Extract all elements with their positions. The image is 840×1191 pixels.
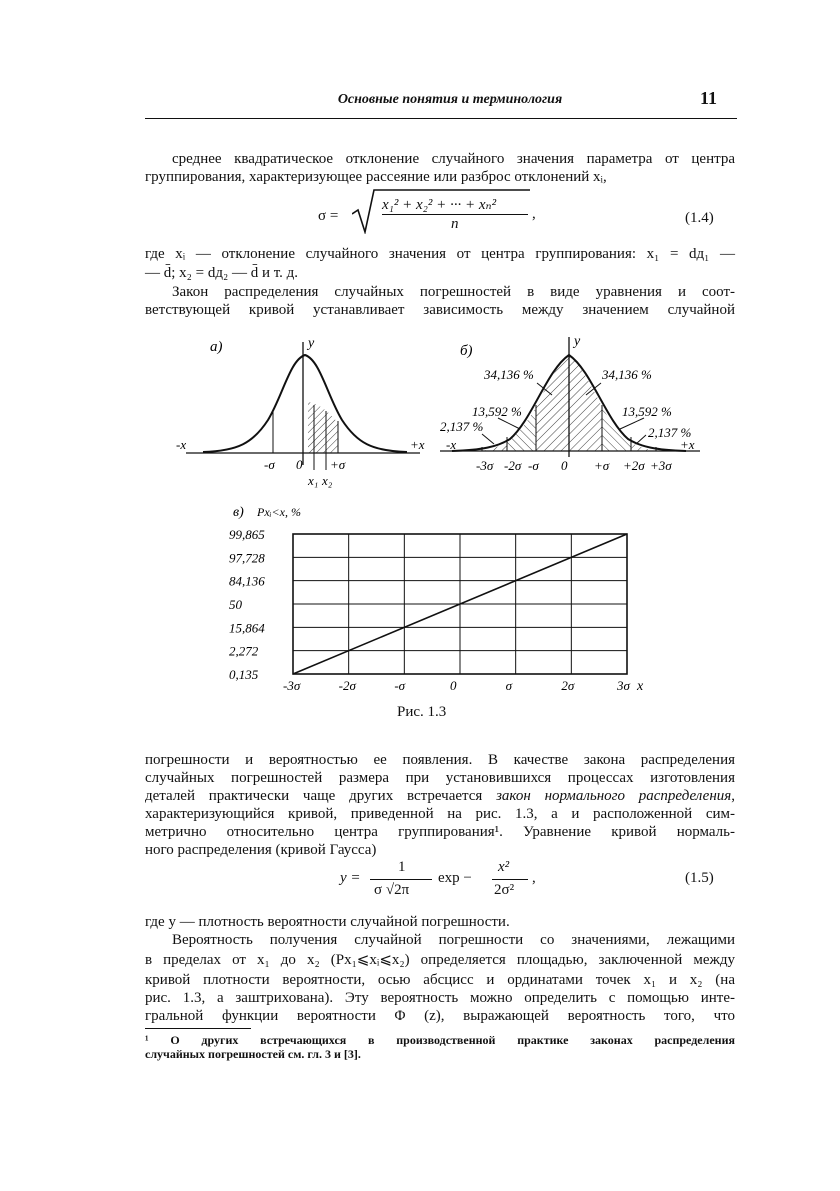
pct-tail-left: 2,137 %	[440, 419, 484, 434]
panel-b-tick-label: 0	[561, 458, 568, 473]
density-curve	[203, 355, 407, 452]
panel-c-x-tick: -2σ	[338, 678, 356, 693]
normal-law-term: закон нормального распределения	[496, 788, 732, 804]
panel-b-plus-x: +x	[680, 437, 695, 452]
law-line-1: Закон распределения случайных погрешностей в виде уравнения и соот-	[172, 284, 735, 300]
figure-panel-b	[432, 325, 712, 485]
panel-c-x-tick: -3σ	[283, 678, 301, 693]
figure-panel-a	[168, 325, 438, 490]
normal-line-6: ного распределения (кривой Гаусса)	[145, 842, 377, 858]
label-x2: x₂	[322, 473, 333, 488]
running-header-title: Основные понятия и терминология	[337, 92, 563, 107]
normal-line-3-comma: ,	[731, 788, 736, 804]
prob-line-3: кривой плотности вероятности, осью абсцисс и ординатами точек x₁ и x₂ (на	[145, 972, 735, 988]
figure-panel-c	[225, 500, 665, 696]
pct-tail-right: 2,137 %	[648, 425, 692, 440]
intro-line-2: группирования, характеризующее рассеяние или разброс отклонений xᵢ,	[145, 169, 607, 185]
formula-1-4-denominator: n	[451, 216, 459, 232]
formula-1-5-frac2-num: x²	[498, 859, 510, 875]
tick-plus-sigma: +σ	[330, 457, 346, 472]
tick-minus-sigma: -σ	[264, 457, 275, 472]
fraction-bar	[370, 879, 432, 880]
normal-line-2: случайных погрешностей размера при установившихся процессах изготовления	[145, 770, 735, 786]
footnote-line-1: ¹ О других встречающихся в производственной практике законах распределения	[145, 1033, 735, 1047]
panel-a-letter: а)	[210, 339, 223, 355]
panel-c-x-axis: x	[637, 679, 644, 694]
normal-line-3	[145, 787, 735, 806]
panel-c-x-tick: 2σ	[561, 678, 575, 693]
panel-c-x-tick: 3σ	[617, 678, 630, 693]
leader-tail-right	[636, 435, 646, 444]
where-y: где y — плотность вероятности случайной погрешности.	[145, 914, 510, 930]
prob-line-4: рис. 1.3, а заштрихована). Эту вероятность можно определить с помощью инте-	[145, 990, 735, 1006]
figure-caption: Рис. 1.3	[397, 704, 447, 720]
panel-b-minus-x: -x	[446, 437, 457, 452]
panel-c-y-tick: 15,864	[229, 620, 265, 636]
panel-b-tick-label: -2σ	[504, 458, 522, 473]
formula-1-5-frac2-den: 2σ²	[494, 882, 515, 898]
intro-line-1: среднее квадратическое отклонение случайного значения параметра от центра	[172, 151, 735, 167]
equation-number-1-4: (1.4)	[685, 210, 714, 226]
formula-1-4-lhs: σ =	[318, 208, 339, 224]
panel-c-y-tick: 0,135	[229, 667, 259, 682]
panel-c-y-tick: 2,272	[229, 643, 259, 659]
where-xi-line-2: — d̄; x₂ = dд₂ — d̄ и т. д.	[145, 265, 299, 281]
fraction-bar	[382, 214, 528, 215]
footnote-rule	[145, 1028, 251, 1029]
panel-c-y-tick: 97,728	[229, 550, 265, 566]
fraction-bar	[492, 879, 528, 880]
panel-b-tick-label: -σ	[528, 458, 539, 473]
formula-1-5-lhs: y =	[340, 870, 361, 886]
formula-1-4-numerator: x₁² + x₂² + ··· + xₙ²	[382, 197, 497, 213]
where-xi-line-1: где xᵢ — отклонение случайного значения от центра группирования: x₁ = dд₁ —	[145, 246, 735, 262]
formula-comma: ,	[532, 870, 536, 886]
pct-mid-left: 13,592 %	[472, 404, 522, 419]
footnote-line-2: случайных погрешностей см. гл. 3 и [3].	[145, 1047, 361, 1061]
prob-line-5: гральной функции вероятности Φ (z), выражающей вероятность того, что	[145, 1008, 735, 1024]
normal-line-1: погрешности и вероятностью ее появления. В качестве закона распределения	[145, 752, 735, 768]
panel-c-x-tick: σ	[505, 678, 513, 693]
formula-1-5-frac1-num: 1	[398, 859, 406, 875]
panel-a-plus-x: +x	[410, 437, 425, 452]
header-rule	[145, 118, 737, 119]
panel-b-tick-label: -3σ	[476, 458, 494, 473]
prob-line-1: Вероятность получения случайной погрешности со значениями, лежащими	[172, 932, 735, 948]
normal-line-4: характеризующийся кривой, приведенной на рис. 1.3, а и расположенной сим-	[145, 806, 735, 822]
panel-c-y-tick: 50	[229, 597, 242, 612]
pct-center-left: 34,136 %	[484, 367, 534, 382]
panel-b-tick-label: +2σ	[623, 458, 645, 473]
pct-center-right: 34,136 %	[602, 367, 652, 382]
equation-number-1-5: (1.5)	[685, 870, 714, 886]
panel-a-y-label: y	[308, 336, 315, 351]
formula-1-5-frac1-den: σ √2π	[374, 882, 410, 898]
law-line-2: ветствующей кривой устанавливает зависимость между значением случайной	[145, 302, 735, 318]
panel-c-x-tick: -σ	[394, 678, 406, 693]
hatched-area	[308, 402, 338, 453]
tick-zero: 0	[296, 457, 303, 472]
panel-c-letter: в)	[233, 505, 244, 520]
panel-c-y-tick: 84,136	[229, 573, 265, 589]
panel-c-y-tick: 99,865	[229, 527, 265, 542]
normal-line-5: метрично относительно центра группирования¹. Уравнение кривой нормаль-	[145, 824, 735, 840]
panel-c-x-tick: 0	[450, 678, 457, 693]
label-x1: x₁	[308, 473, 319, 488]
leader-mid-left	[498, 418, 520, 429]
normal-line-3-text: деталей практически чаще других встречается	[145, 788, 497, 804]
leader-mid-right	[620, 418, 644, 429]
prob-line-2: в пределах от x₁ до x₂ (Px₁⩽xᵢ⩽x₂) определяется площадью, заключенной между	[145, 952, 735, 968]
formula-1-5-exp: exp −	[438, 870, 472, 886]
panel-b-letter: б)	[460, 343, 473, 359]
panel-a-minus-x: -x	[176, 437, 187, 452]
panel-c-y-label: Pxᵢ<x, %	[257, 505, 301, 519]
formula-comma: ,	[532, 206, 536, 222]
panel-b-tick-label: +3σ	[650, 458, 672, 473]
pct-mid-right: 13,592 %	[622, 404, 672, 419]
leader-tail-left	[482, 434, 494, 444]
panel-b-tick-label: +σ	[594, 458, 610, 473]
page-number: 11	[700, 88, 718, 108]
panel-b-y-label: y	[574, 334, 581, 349]
